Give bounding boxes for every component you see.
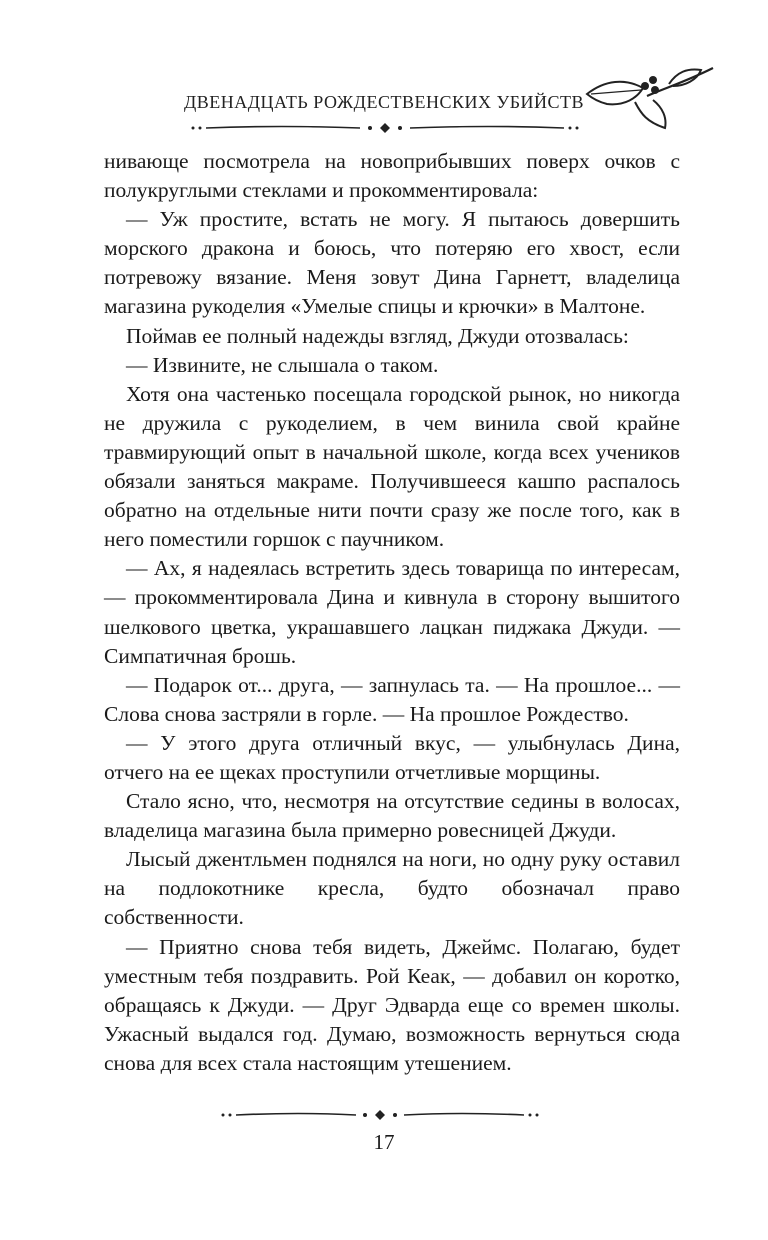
paragraph: — Приятно снова тебя видеть, Джеймс. Полагаю, будет уместным тебя поздравить. Рой Кеак, — добавил он коротко, обращаясь к Джуди. — Друг Эдварда еще со времен школы. Ужасный выдался год. Думаю, возможность вернуться сюда снова для всех стала настоящим утешением. [104, 934, 680, 1075]
paragraph: Лысый джентльмен поднялся на ноги, но одну руку оставил на подлокотнике кресла, будто обозначал право собственности. [104, 847, 680, 930]
paragraph: — Уж простите, встать не могу. Я пытаюсь довершить морского дракона и боюсь, что потеряю его хвост, если потревожу вязание. Меня зовут Дина Гарнетт, владелица магазина рукоделия «Умелые спицы и крючки» в Малтоне. [104, 207, 680, 319]
page-number: 17 [373, 1130, 395, 1154]
holly-icon [585, 62, 715, 132]
paragraph: — Ах, я надеялась встретить здесь товарища по интересам, — прокомментировала Дина и кивнула в сторону вышитого шелкового цветка, украшавшего лацкан пиджака Джуди. — Симпатичная брошь. [104, 556, 680, 668]
paragraph: — Извините, не слышала о таком. [126, 352, 439, 377]
paragraph: — Подарок от... друга, — запнулась та. — На прошлое... — Слова снова застряли в горле. — На прошлое Рождество. [104, 672, 680, 726]
paragraph: нивающе посмотрела на новоприбывших поверх очков с полукруглыми стеклами и прокомментировала: [104, 149, 680, 203]
paragraph: — У этого друга отличный вкус, — улыбнулась Дина, отчего на ее щеках проступили отчетливые морщины. [104, 730, 680, 784]
book-title: ДВЕНАДЦАТЬ РОЖДЕСТВЕНСКИХ УБИЙСТВ [183, 92, 585, 112]
paragraph: Стало ясно, что, несмотря на отсутствие седины в волосах, владелица магазина была примерно ровесницей Джуди. [104, 789, 680, 843]
page-body [104, 147, 680, 1078]
paragraph: Хотя она частенько посещала городской рынок, но никогда не дружила с рукоделием, в чем винила свой крайне травмирующий опыт в начальной школе, когда всех учеников обязали заняться макраме. Получившееся кашпо распалось обратно на отдельные нити почти сразу же после того, как в него поместили горшок с паучником. [104, 381, 680, 552]
footer-ornament-divider [220, 1108, 540, 1122]
paragraph: Поймав ее полный надежды взгляд, Джуди отозвалась: [126, 323, 629, 348]
header-ornament-divider [190, 121, 580, 135]
